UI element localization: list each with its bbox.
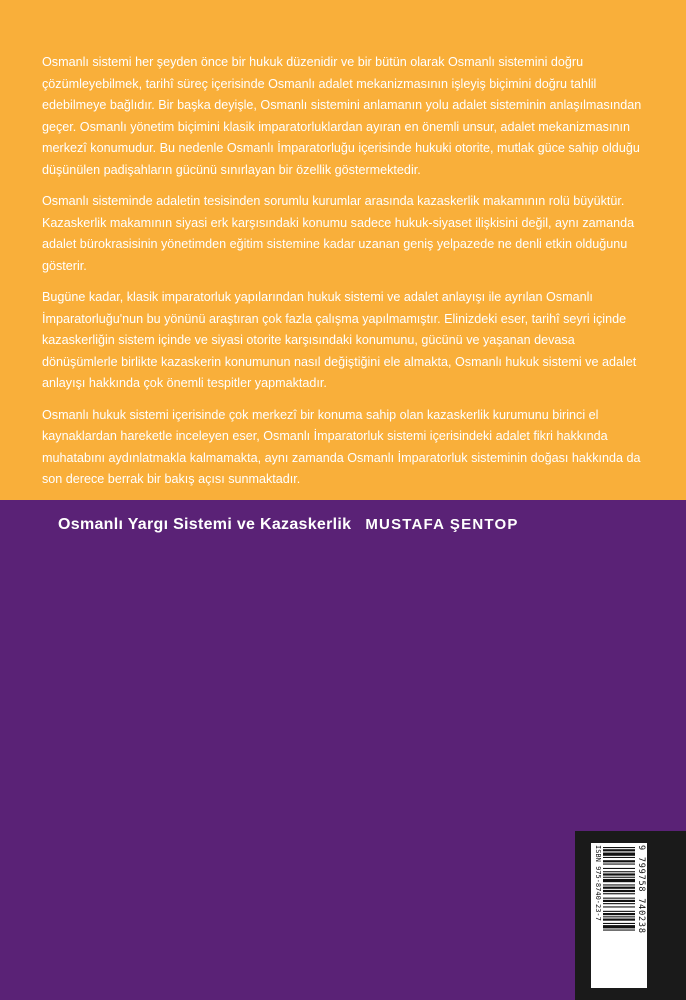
barcode-bar [603, 849, 635, 851]
blurb-paragraph-3: Bugüne kadar, klasik imparatorluk yapılarından hukuk sistemi ve adalet anlayışı ile ayrılan Osmanlı İmparatorluğu'nun bu yönünü araştıran çok fazla çalışma yapılmamıştır. Elinizdeki eser, tarihî seyri içinde kazaskerliğin sistem içinde ve siyasi otorite karşısındaki konumunu, gücünü ve yaşanan devasa dönüşümlerle birlikte kazaskerin konumunun nasıl değiştiğini ele almakta, Osmanlı hukuk sistemi ve adalet anlayışı hakkında çok önemli tespitler yapmaktadır. [42, 290, 637, 390]
barcode-bar [603, 893, 635, 894]
barcode-bar [603, 879, 635, 882]
back-cover-blurb [42, 52, 642, 501]
barcode-bar [603, 911, 635, 912]
barcode-bar [603, 868, 635, 869]
barcode-bar [603, 873, 635, 875]
blurb-paragraph-4: Osmanlı hukuk sistemi içerisinde çok merkezî bir konuma sahip olan kazaskerlik kurumunu birinci el kaynaklardan hareketle inceleyen eser, Osmanlı İmparatorluk sistemi içerisindeki adalet fikri hakkında muhatabını aydınlatmakla kalmamakta, aynı zamanda Osmanlı İmparatorluk sisteminin doğası hakkında da son derece berrak bir bakış açısı sunmaktadır. [42, 407, 641, 486]
barcode-bar [603, 887, 635, 889]
barcode-bar [603, 860, 635, 862]
barcode-bar [603, 877, 635, 878]
book-title: Osmanlı Yargı Sistemi ve Kazaskerlik [58, 516, 352, 533]
barcode-bar [603, 919, 635, 921]
barcode-bar [603, 923, 635, 924]
isbn-barcode [591, 843, 647, 988]
barcode-bar [603, 913, 635, 915]
barcode-bar [603, 898, 635, 899]
ean-digits: 9 799758 740238 [636, 845, 646, 934]
barcode-bar [603, 903, 635, 904]
isbn-label: ISBN 975-8740-23-7 [594, 845, 602, 921]
book-author: MUSTAFA ŞENTOP [365, 516, 519, 533]
barcode-bar [603, 906, 635, 907]
blurb-paragraph-1: Osmanlı sistemi her şeyden önce bir hukuk düzenidir ve bir bütün olarak Osmanlı sistemini doğru çözümleyebilmek, tarihî süreç içerisinde Osmanlı adalet mekanizmasının işleyiş biçimini doğru tahlil edebilmeye bağlıdır. Bir başka deyişle, Osmanlı sistemini anlamanın yolu adalet sisteminin anlaşılmasından geçer. Osmanlı yönetim biçimini klasik imparatorluklardan ayıran en önemli unsur, adalet mekanizmasının merkezî konumudur. Bu nedenle Osmanlı İmparatorluğu içerisinde hukuki otorite, mutlak güce sahip olduğu düşünülen padişahların gücünü sınırlayan bir özellik göstermektedir. [42, 55, 642, 177]
barcode-bar [603, 847, 635, 848]
blurb-paragraph-2: Osmanlı sisteminde adaletin tesisinden sorumlu kurumlar arasında kazaskerlik makamının rolü büyüktür. Kazaskerlik makamının siyasi erk karşısındaki konumu sadece hukuk-siyaset ilişkisini değil, aynı zamanda adalet bürokrasisinin yönetimden eğitim sistemine kadar uzanan geniş yelpazede ne denli etkin olduğunu gösterir. [42, 194, 635, 273]
barcode-bar [603, 857, 635, 858]
barcode-bar [603, 871, 635, 872]
title-author-line [58, 516, 519, 542]
barcode-bar [603, 916, 635, 917]
barcode-bar [603, 884, 635, 885]
barcode-bar [603, 925, 635, 928]
barcode-bar [603, 900, 635, 902]
barcode-bar [603, 930, 635, 931]
barcode-bar [603, 864, 635, 865]
barcode-bar [603, 890, 635, 892]
barcode-bar [603, 853, 635, 856]
